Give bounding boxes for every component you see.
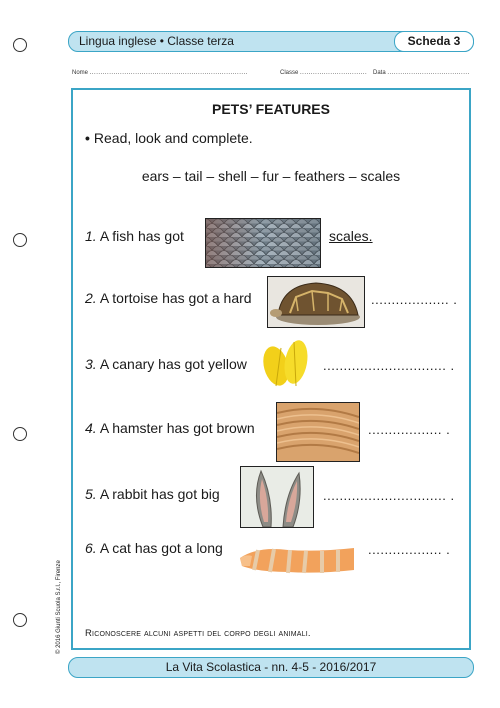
answer-3: .............................. .: [323, 358, 455, 373]
feathers-image: [261, 336, 313, 394]
worksheet-frame: [71, 88, 471, 650]
answer-1: scales.: [329, 228, 373, 244]
exercise-item-4: [85, 420, 255, 436]
exercise-item-6: [85, 540, 223, 556]
word-bank: ears – tail – shell – fur – feathers – scales: [141, 168, 401, 184]
footer-bar: La Vita Scolastica - nn. 4-5 - 2016/2017: [68, 657, 474, 678]
date-label: Data: [373, 70, 386, 76]
binder-hole-3: [13, 427, 27, 441]
class-label: Classe: [280, 70, 299, 76]
tortoise-image: [267, 276, 365, 328]
item-text: A fish has got: [99, 228, 184, 244]
exercise-item-1: [85, 228, 184, 244]
instruction: [85, 130, 253, 146]
name-label: Nome: [72, 70, 89, 76]
item-number: 2.: [85, 290, 97, 306]
date-line: Data ......................................: [373, 70, 470, 76]
exercise-item-2: [85, 290, 252, 306]
item-number: 5.: [85, 486, 97, 502]
bullet-icon: •: [85, 130, 90, 146]
item-text: A cat has got a long: [99, 540, 223, 556]
binder-hole-2: [13, 233, 27, 247]
rabbit-ears-image: [240, 466, 314, 528]
item-text: A hamster has got brown: [99, 420, 255, 436]
hamster-fur-image: [276, 402, 360, 462]
sheet-label: Scheda 3: [394, 31, 474, 52]
answer-6: .................. .: [368, 542, 451, 557]
fish-scales-image: [205, 218, 321, 268]
worksheet-title: PETS’ FEATURES: [212, 101, 330, 117]
binder-hole-1: [13, 38, 27, 52]
instruction-text: Read, look and complete.: [93, 130, 253, 146]
item-text: A rabbit has got big: [99, 486, 220, 502]
item-number: 3.: [85, 356, 97, 372]
item-number: 1.: [85, 228, 97, 244]
item-text: A tortoise has got a hard: [99, 290, 252, 306]
copyright-notice: © 2016 Giunti Scuola S.r.l., Firenze: [56, 560, 62, 654]
item-number: 4.: [85, 420, 97, 436]
cat-tail-image: [238, 532, 356, 578]
binder-hole-4: [13, 613, 27, 627]
class-line: Classe ...............................: [280, 70, 368, 76]
answer-5: .............................. .: [323, 488, 455, 503]
exercise-item-3: [85, 356, 247, 372]
item-number: 6.: [85, 540, 97, 556]
name-line: Nome .........................................................................: [72, 70, 248, 76]
learning-objective: Riconoscere alcuni aspetti del corpo degli animali.: [85, 628, 311, 639]
header-bar: [68, 31, 474, 52]
exercise-item-5: [85, 486, 220, 502]
subject-label: Lingua inglese • Classe terza: [79, 34, 234, 48]
item-text: A canary has got yellow: [99, 356, 247, 372]
answer-4: .................. .: [368, 422, 451, 437]
answer-2: ................... .: [371, 292, 458, 307]
